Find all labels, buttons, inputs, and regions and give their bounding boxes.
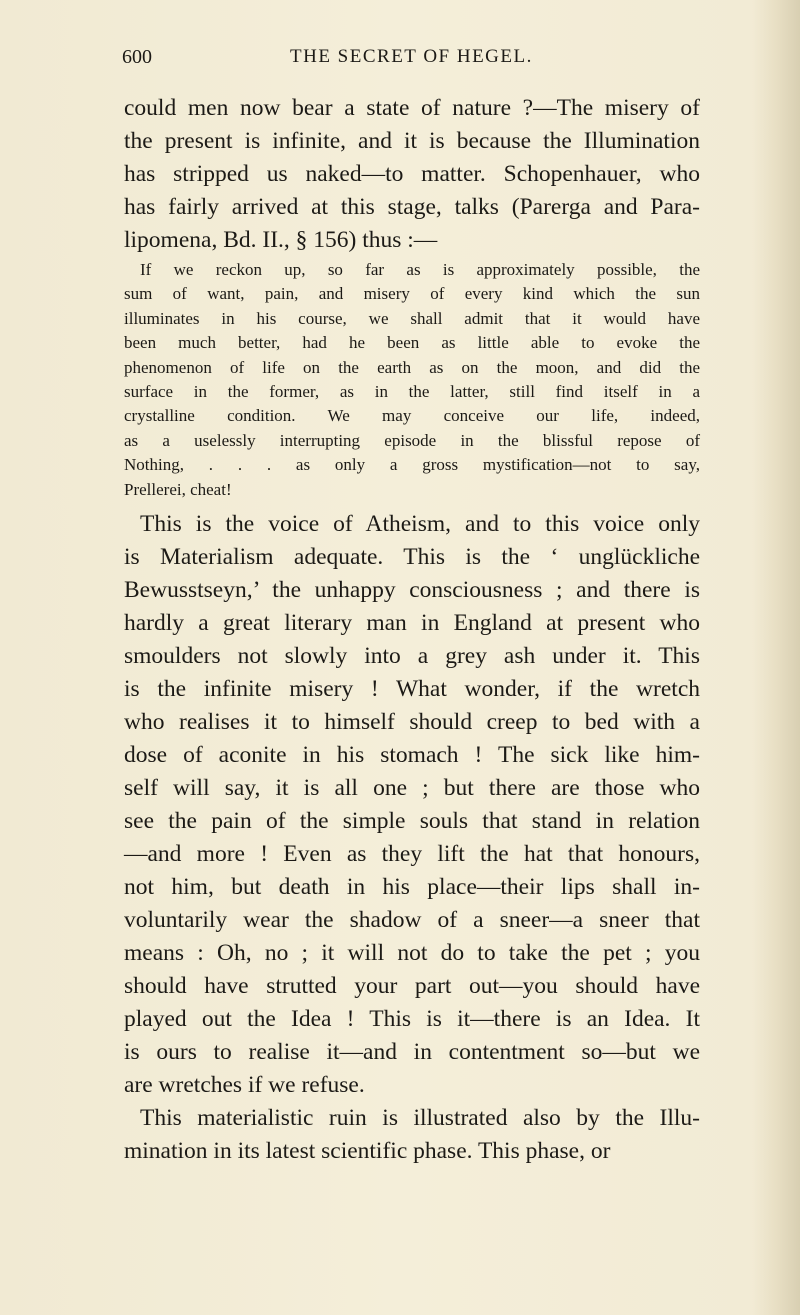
text-line: This materialistic ruin is illustrated also by the Illu- xyxy=(140,1105,700,1131)
running-head-title: THE SECRET OF HEGEL. xyxy=(290,46,533,67)
quote-line: If we reckon up, so far as is approximately possible, the xyxy=(140,260,700,279)
paragraph-materialistic-ruin xyxy=(124,1102,700,1168)
text-line: are wretches if we refuse. xyxy=(124,1072,365,1098)
text-line: —and more ! Even as they lift the hat that honours, xyxy=(124,841,700,867)
quote-line: Nothing, . . . as only a gross mystification—not to say, xyxy=(124,455,700,475)
quote-line: Prellerei, cheat! xyxy=(124,479,232,499)
quote-line: surface in the former, as in the latter, still find itself in a xyxy=(124,382,700,402)
text-line: is Materialism adequate. This is the ‘ unglückliche xyxy=(124,544,700,570)
quote-line: phenomenon of life on the earth as on the moon, and did the xyxy=(124,357,700,377)
text-line: voluntarily wear the shadow of a sneer—a sneer that xyxy=(124,907,700,933)
text-line: should have strutted your part out—you should have xyxy=(124,973,700,999)
block-quotation xyxy=(124,258,700,502)
quote-line: been much better, had he been as little able to evoke the xyxy=(124,333,700,353)
text-line: Bewusstseyn,’ the unhappy consciousness ; and there is xyxy=(124,577,700,603)
text-line: mination in its latest scientific phase. This phase, or xyxy=(124,1138,611,1164)
running-head xyxy=(0,46,800,76)
text-line: not him, but death in his place—their lips shall in- xyxy=(124,874,700,900)
text-line: could men now bear a state of nature ?—The misery of xyxy=(124,95,700,121)
text-line: dose of aconite in his stomach ! The sick like him- xyxy=(124,742,700,768)
text-line: has stripped us naked—to matter. Schopenhauer, who xyxy=(124,161,700,187)
page-number: 600 xyxy=(122,46,152,68)
text-line: self will say, it is all one ; but there are those who xyxy=(124,775,700,801)
paragraph-opening xyxy=(124,92,700,257)
quote-line: crystalline condition. We may conceive our life, indeed, xyxy=(124,406,700,426)
text-line: hardly a great literary man in England at present who xyxy=(124,610,700,636)
text-line: is the infinite misery ! What wonder, if the wretch xyxy=(124,676,700,702)
text-line: who realises it to himself should creep to bed with a xyxy=(124,709,700,735)
text-line: see the pain of the simple souls that stand in relation xyxy=(124,808,700,834)
quote-line: as a uselessly interrupting episode in the blissful repose of xyxy=(124,430,700,450)
quote-line: sum of want, pain, and misery of every kind which the sun xyxy=(124,284,700,304)
text-line: played out the Idea ! This is it—there is an Idea. It xyxy=(124,1006,700,1032)
text-line: means : Oh, no ; it will not do to take the pet ; you xyxy=(124,940,700,966)
quote-line: illuminates in his course, we shall admit that it would have xyxy=(124,308,700,328)
text-line: This is the voice of Atheism, and to this voice only xyxy=(140,511,700,537)
text-line: the present is infinite, and it is because the Illumination xyxy=(124,128,700,154)
paragraph-atheism xyxy=(124,508,700,1102)
text-line: has fairly arrived at this stage, talks (Parerga and Para- xyxy=(124,194,700,220)
text-line: lipomena, Bd. II., § 156) thus :— xyxy=(124,227,438,253)
text-line: smoulders not slowly into a grey ash under it. This xyxy=(124,643,700,669)
text-line: is ours to realise it—and in contentment so—but we xyxy=(124,1039,700,1065)
